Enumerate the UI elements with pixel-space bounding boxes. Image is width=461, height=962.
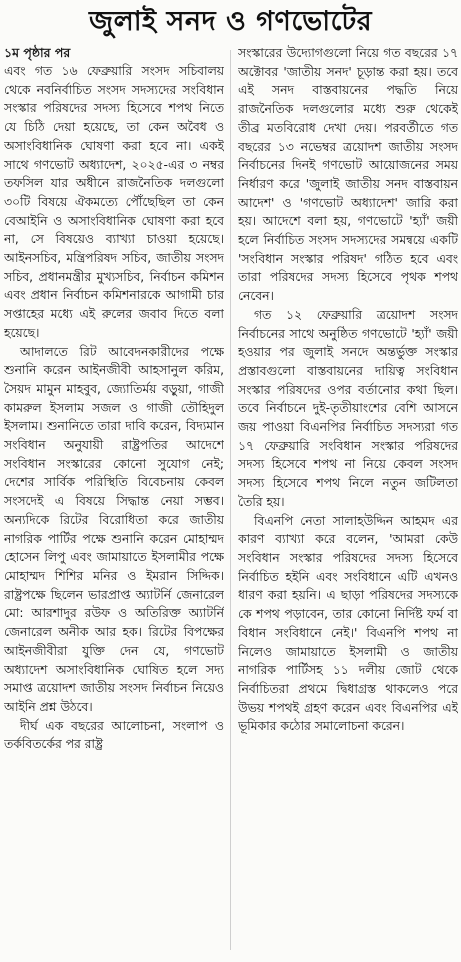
paragraph: সংস্কারের উদ্যোগগুলো নিয়ে গত বছরের ১৭ অক্টোবর 'জাতীয় সনদ' চূড়ান্ত করা হয়। তবে এই সনদ বাস্তবায়নের পদ্ধতি নিয়ে রাজনৈতিক দলগুলোর মধ্যে শুরু থেকেই তীব্র মতবিরোধ দেখা দেয়। পরবর্তীতে গত বছরের ১৩ নভেম্বর ত্রয়োদশ জাতীয় সংসদ নির্বাচনের দিনই গণভোট আয়োজনের সময় নির্ধারণ করে 'জুলাই জাতীয় সনদ বাস্তবায়ন আদেশ' ও 'গণভোট অধ্যাদেশ' জারি করা হয়। আদেশে বলা হয়, গণভোটে 'হ্যাঁ' জয়ী হলে নির্বাচিত সংসদ সদস্যদের সমন্বয়ে একটি 'সংবিধান সংস্কার পরিষদ' গঠিত হবে এবং তারা পরিষদের সদস্য হিসেবে পৃথক শপথ নেবেন। — [238, 46, 458, 304]
paragraph: এবং গত ১৬ ফেব্রুয়ারি সংসদ সচিবালয় থেকে নবনির্বাচিত সংসদ সদস্যদের সংবিধান সংস্কার পরিষদের সদস্য হিসেবে শপথ নিতে যে চিঠি দেয়া হয়েছে, তা কেন অবৈধ ও অসাংবিধানিক ঘোষণা করা হবে না। একই সাথে গণভোট অধ্যাদেশ, ২০২৫-এর ৩ নম্বর তফসিল যার অধীনে রাজনৈতিক দলগুলো ৩০টি বিষয়ে ঐকমত্যে পৌঁছেছিল তা কেন বেআইনি ও অসাংবিধানিক ঘোষণা করা হবে না, সে বিষয়েও ব্যাখ্যা চাওয়া হয়েছে। আইনসচিব, মন্ত্রিপরিষদ সচিব, জাতীয় সংসদ সচিব, প্রধানমন্ত্রীর মুখ্যসচিব, নির্বাচন কমিশন এবং প্রধান নির্বাচন কমিশনারকে আগামী চার সপ্তাহের মধ্যে এই রুলের জবাব দিতে বলা হয়েছে। — [4, 64, 224, 340]
paragraph: দীর্ঘ এক বছরের আলোচনা, সংলাপ ও তর্কবিতর্কের পর রাষ্ট্র — [4, 718, 224, 752]
paragraph: গত ১২ ফেব্রুয়ারি ত্রয়োদশ সংসদ নির্বাচনের সাথে অনুষ্ঠিত গণভোটে 'হ্যাঁ' জয়ী হওয়ার পর জুলাই সনদে অন্তর্ভুক্ত সংস্কার প্রস্তাবগুলো বাস্তবায়নের দায়িত্ব সংবিধান সংস্কার পরিষদের ওপর বর্তানোর কথা ছিল। তবে নির্বাচনে দুই-তৃতীয়াংশের বেশি আসনে জয় পাওয়া বিএনপির নির্বাচিত সদস্যরা গত ১৭ ফেব্রুয়ারি সংবিধান সংস্কার পরিষদের সদস্য হিসেবে শপথ না নিয়ে কেবল সংসদ সদস্য হিসেবে শপথ নিলে নতুন জটিলতা তৈরি হয়। — [238, 307, 458, 509]
paragraph: আদালতে রিট আবেদনকারীদের পক্ষে শুনানি করেন আইনজীবী আহসানুল করিম, সৈয়দ মামুন মাহবুব, জ্যোতির্ময় বড়ুয়া, গাজী কামরুল ইসলাম সজল ও গাজী তৌহিদুল ইসলাম। শুনানিতে তারা দাবি করেন, বিদ্যমান সংবিধান অনুযায়ী রাষ্ট্রপতির আদেশে সংবিধান সংস্কারের কোনো সুযোগ নেই; দেশের সার্বিক পরিস্থিতি বিবেচনায় কেবল সংসদেই এ বিষয়ে সিদ্ধান্ত নেয়া সম্ভব। অন্যদিকে রিটের বিরোধিতা করে জাতীয় নাগরিক পার্টির পক্ষে শুনানি করেন মোহাম্মদ হোসেন লিপু এবং জামায়াতে ইসলামীর পক্ষে মোহাম্মদ শিশির মনির ও ইমরান সিদ্দিক। রাষ্ট্রপক্ষে ছিলেন ভারপ্রাপ্ত অ্যাটর্নি জেনারেল মো: আরশাদুর রউফ ও অতিরিক্ত অ্যাটর্নি জেনারেল অনীক আর হক। রিটের বিপক্ষের আইনজীবীরা যুক্তি দেন যে, গণভোট অধ্যাদেশ অসাংবিধানিক ঘোষিত হলে সদ্য সমাপ্ত ত্রয়োদশ জাতীয় সংসদ নির্বাচন নিয়েও আইনি প্রশ্ন উঠবে। — [4, 344, 224, 714]
paragraph: বিএনপি নেতা সালাহউদ্দিন আহমদ এর কারণ ব্যাখ্যা করে বলেন, 'আমরা কেউ সংবিধান সংস্কার পরিষদের সদস্য হিসেবে নির্বাচিত হইনি এবং সংবিধানে এটি এখনও ধারণ করা হয়নি। এ ছাড়া পরিষদের সদস্যকে কে শপথ পড়াবেন, তার কোনো নির্দিষ্ট ফর্ম বা বিধান সংবিধানে নেই।' বিএনপি শপথ না নিলেও জামায়াতে ইসলামী ও জাতীয় নাগরিক পার্টিসহ ১১ দলীয় জোট থেকে নির্বাচিতরা প্রথমে দ্বিধাগ্রস্ত থাকলেও পরে উভয় শপথই গ্রহণ করেন এবং বিএনপির এই ভূমিকার কঠোর সমালোচনা করেন। — [238, 513, 458, 734]
headline: জুলাই সনদ ও গণভোটের — [88, 5, 373, 37]
continuation-note: ১ম পৃষ্ঠার পর — [4, 45, 71, 60]
left-column — [4, 44, 224, 958]
column-divider — [230, 50, 231, 950]
right-column — [238, 44, 458, 958]
